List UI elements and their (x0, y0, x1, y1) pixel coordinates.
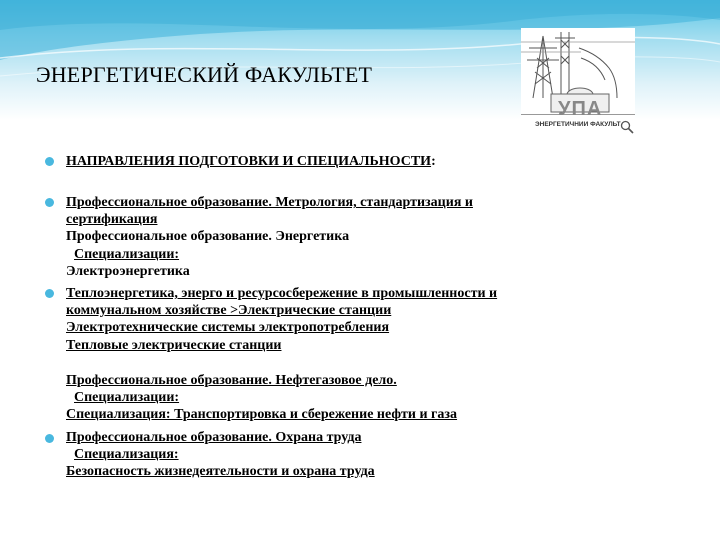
page-title: ЭНЕРГЕТИЧЕСКИЙ ФАКУЛЬТЕТ (36, 62, 373, 87)
list-line: Тепловые электрические станции (66, 337, 282, 353)
section-heading: НАПРАВЛЕНИЯ ПОДГОТОВКИ И СПЕЦИАЛЬНОСТИ (66, 154, 432, 169)
bullet-icon (45, 289, 54, 298)
list-line: Профессиональное образование. Нефтегазовое дело. (66, 373, 397, 388)
list-item (66, 429, 375, 481)
list-line: Профессиональное образование. Охрана труда (66, 430, 362, 445)
list-line: Электротехнические системы электропотребления (66, 320, 390, 336)
list-line: Специализации: (74, 246, 180, 262)
list-line: Профессиональное образование. Энергетика (66, 229, 350, 245)
list-line: Электроэнергетика (66, 263, 190, 279)
list-line: Профессиональное образование. Метрология, стандартизация и (66, 195, 473, 210)
list-line: Теплоэнергетика, энерго и ресурсосбережение в промышленности и (66, 286, 498, 301)
section-heading-colon: : (431, 154, 436, 169)
logo-abbreviation: УПА (558, 98, 603, 120)
bullet-icon (45, 198, 54, 207)
list-item (66, 194, 473, 280)
list-line: Специализация: (74, 447, 179, 463)
list-line: Специализация: Транспортировка и сбережение нефти и газа (66, 407, 458, 423)
list-line: Безопасность жизнедеятельности и охрана труда (66, 464, 375, 480)
logo-caption: ЭНЕРГЕТИЧНИИ ФАКУЛЬТ (535, 121, 621, 128)
bullet-icon (45, 434, 54, 443)
list-item (66, 372, 457, 424)
list-line: сертификация (66, 212, 158, 228)
bullet-icon (45, 157, 54, 166)
list-line: коммунальном хозяйстве >Электрические станции (66, 303, 392, 319)
list-line: Специализации: (74, 390, 180, 406)
list-item (66, 153, 436, 170)
list-item (66, 285, 497, 354)
